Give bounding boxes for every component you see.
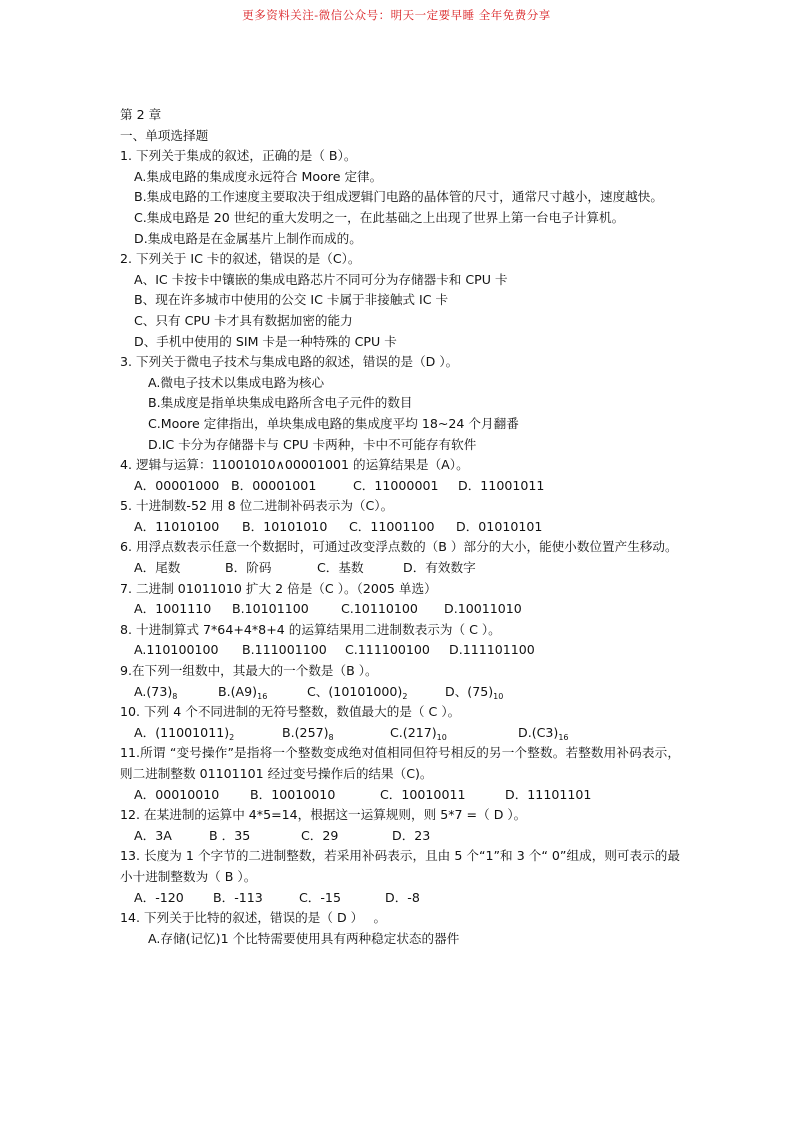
question-7-stem: 7. 二进制 01011010 扩大 2 倍是（C ）。（2005 单选） [120, 580, 437, 596]
question-11-option-d: D．11101101 [505, 786, 592, 802]
question-4-stem: 4. 逻辑与运算：11001010∧00001001 的运算结果是（A）。 [120, 457, 469, 473]
question-6-option-c: C．基数 [317, 560, 364, 576]
question-3-option-a: A.微电子技术以集成电路为核心 [148, 374, 325, 390]
question-5-option-d: D．01010101 [456, 518, 543, 534]
question-3-stem: 3. 下列关于微电子技术与集成电路的叙述，错误的是（D ）。 [120, 354, 459, 370]
section-title: 一、单项选择题 [120, 127, 209, 143]
question-2-option-d: D、手机中使用的 SIM 卡是一种特殊的 CPU 卡 [134, 333, 397, 349]
question-10-options [120, 723, 680, 744]
question-13-options [120, 888, 680, 909]
question-10-option-c: $C.(217)_{10}$ [390, 724, 447, 742]
question-10-option-b: $B.(257)_8$ [282, 724, 334, 742]
question-11-stem: 11.所谓 “变号操作”是指将一个整数变成绝对值相同但符号相反的另一个整数。若整数用补码表示，则二进制整数 01101101 经过变号操作后的结果（C)。 [120, 745, 680, 781]
question-12-stem: 12. 在某进制的运算中 4*5=14，根据这一运算规则，则 5*7 =（ D ）。 [120, 807, 527, 823]
question-6-option-b: B．阶码 [225, 560, 272, 576]
question-5-option-a: A．11010100 [134, 518, 220, 534]
question-3-option-d: D.IC 卡分为存储器卡与 CPU 卡两种，卡中不可能存有软件 [148, 436, 477, 452]
question-7-option-d: D.10011010 [444, 601, 522, 617]
question-7-options [120, 599, 680, 620]
question-3-option-b: B.集成度是指单块集成电路所含电子元件的数目 [148, 395, 413, 411]
question-12-options [120, 826, 680, 847]
question-1-option-b: B.集成电路的工作速度主要取决于组成逻辑门电路的晶体管的尺寸，通常尺寸越小，速度越快。 [134, 189, 663, 205]
question-2-option-a: A、IC 卡按卡中镶嵌的集成电路芯片不同可分为存储器卡和 CPU 卡 [134, 271, 508, 287]
question-7-option-c: C.10110100 [341, 601, 418, 617]
question-4-option-b: B．00001001 [231, 477, 317, 493]
question-12-option-d: D．23 [392, 827, 431, 843]
question-10-stem: 10. 下列 4 个不同进制的无符号整数，数值最大的是（ C ）。 [120, 704, 461, 720]
question-12-option-b: B ．35 [209, 827, 251, 843]
header-banner: 更多资料关注-微信公众号：明天一定要早睡 全年免费分享 [242, 8, 551, 22]
question-13-option-a: A．-120 [134, 889, 184, 905]
question-11-option-c: C．10010011 [380, 786, 466, 802]
question-9-option-d: D、$(75)_{10}$ [445, 683, 504, 701]
question-14-option-a: A.存储(记忆)1 个比特需要使用具有两种稳定状态的器件 [148, 930, 460, 946]
question-1-option-d: D.集成电路是在金属基片上制作而成的。 [134, 230, 362, 246]
question-2-option-b: B、现在许多城市中使用的公交 IC 卡属于非接触式 IC 卡 [134, 292, 449, 308]
question-2-stem: 2. 下列关于 IC 卡的叙述，错误的是（C）。 [120, 251, 361, 267]
question-9-stem: 9.在下列一组数中，其最大的一个数是（B ）。 [120, 663, 378, 679]
question-9-option-c: C、$(10101000)_2$ [307, 683, 408, 701]
question-5-option-b: B．10101010 [242, 518, 328, 534]
question-9-option-b: $B.(A9)_{16}$ [218, 683, 268, 701]
question-4-option-d: D．11001011 [458, 477, 545, 493]
question-9-options [120, 682, 680, 703]
question-13-option-c: C．-15 [299, 889, 341, 905]
question-13-option-d: D．-8 [385, 889, 420, 905]
question-14-stem: 14. 下列关于比特的叙述，错误的是（ D ） 。 [120, 910, 387, 926]
question-4-option-a: A．00001000 [134, 477, 220, 493]
question-6-options [120, 558, 680, 579]
question-11-option-b: B．10010010 [250, 786, 336, 802]
question-1-stem: 1. 下列关于集成的叙述，正确的是（ B）。 [120, 148, 357, 164]
question-10-option-a: A．$(11001011)_2$ [134, 724, 235, 742]
question-1-option-a: A.集成电路的集成度永远符合 Moore 定律。 [134, 168, 383, 184]
question-12-option-c: C．29 [301, 827, 339, 843]
question-12-option-a: A．3A [134, 827, 172, 843]
question-11-options [120, 785, 680, 806]
question-2-option-c: C、只有 CPU 卡才具有数据加密的能力 [134, 312, 353, 328]
question-8-options [120, 640, 680, 661]
chapter-title: 第 2 章 [120, 107, 162, 122]
question-5-stem: 5. 十进制数-52 用 8 位二进制补码表示为（C）。 [120, 498, 394, 514]
question-1-option-c: C.集成电路是 20 世纪的重大发明之一，在此基础之上出现了世界上第一台电子计算机。 [134, 209, 625, 225]
question-8-option-a: A.110100100 [134, 642, 219, 658]
document-body [120, 105, 680, 949]
question-3-option-c: C.Moore 定律指出，单块集成电路的集成度平均 18~24 个月翻番 [148, 415, 519, 431]
question-4-option-c: C．11000001 [353, 477, 439, 493]
question-6-option-d: D．有效数字 [403, 560, 476, 576]
question-4-options [120, 476, 680, 497]
question-11-option-a: A．00010010 [134, 786, 220, 802]
question-7-option-b: B.10101100 [232, 601, 309, 617]
question-6-stem: 6. 用浮点数表示任意一个数据时，可通过改变浮点数的（B ）部分的大小，能使小数位置产生移动。 [120, 539, 678, 555]
question-13-option-b: B．-113 [213, 889, 263, 905]
question-5-options [120, 517, 680, 538]
question-10-option-d: $D.(C3)_{16}$ [518, 724, 569, 742]
question-9-option-a: $A.(73)_8$ [134, 683, 178, 701]
question-5-option-c: C．11001100 [349, 518, 435, 534]
question-7-option-a: A．1001110 [134, 601, 212, 617]
question-13-stem: 13. 长度为 1 个字节的二进制整数，若采用补码表示，且由 5 个“1”和 3 个“ 0”组成，则可表示的最小十进制整数为（ B ）。 [120, 848, 680, 884]
question-8-stem: 8. 十进制算式 7*64+4*8+4 的运算结果用二进制数表示为（ C ）。 [120, 621, 501, 637]
question-8-option-c: C.111100100 [345, 642, 430, 658]
question-6-option-a: A．尾数 [134, 560, 181, 576]
question-8-option-d: D.111101100 [449, 642, 535, 658]
question-8-option-b: B.111001100 [242, 642, 327, 658]
